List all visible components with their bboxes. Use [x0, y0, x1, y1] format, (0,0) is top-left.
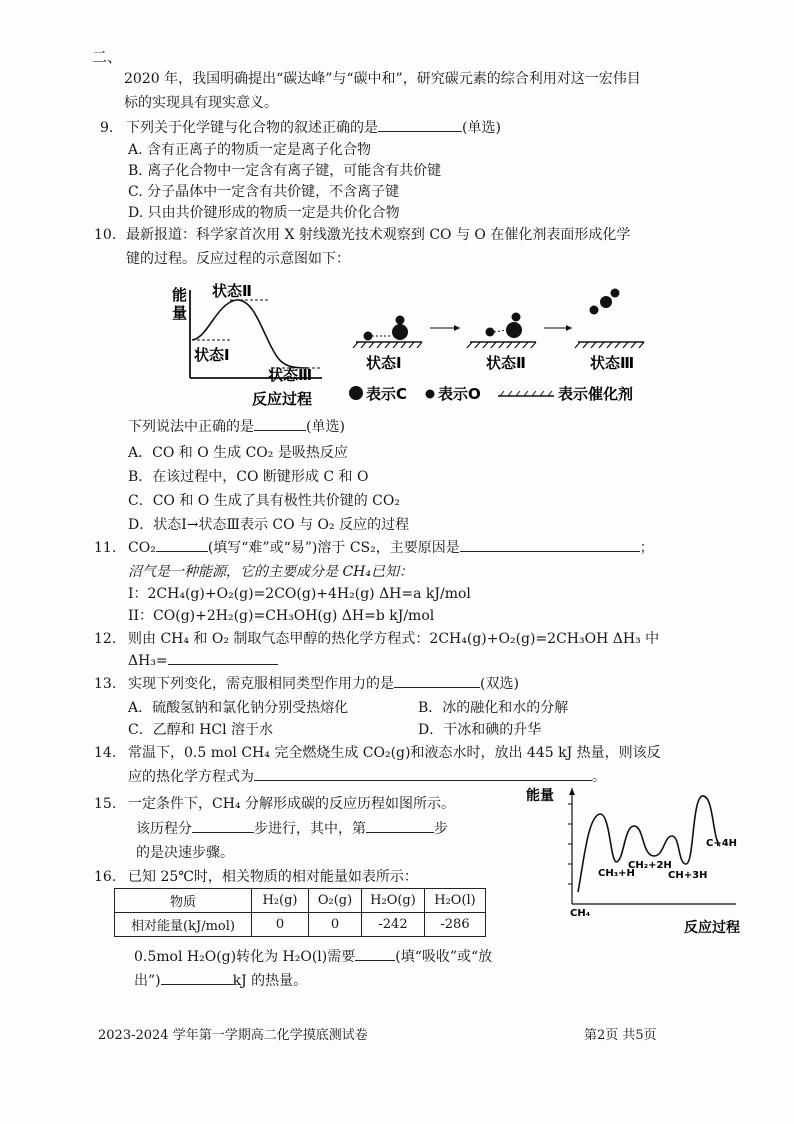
q9-option-c: C. 分子晶体中一定含有共价键，不含离子键	[128, 184, 400, 200]
intro-line-1: 2020 年，我国明确提出“碳达峰”与“碳中和”，研究碳元素的综合利用对这一宏伟目	[124, 71, 641, 87]
q16-line-2	[134, 970, 307, 990]
point-ch2: CH₂+2H	[628, 860, 672, 871]
question-number: 9.	[100, 120, 114, 136]
table-cell: 0	[309, 913, 362, 937]
question-text: 一定条件下，CH₄ 分解形成碳的反应历程如图所示。	[128, 796, 455, 812]
q15-text-b: 步进行，其中，第	[254, 821, 366, 837]
q13-option-c: C．乙醇和 HCl 溶于水	[128, 722, 274, 738]
q11-note: 沼气是一种能源，它的主要成分是 CH₄已知：	[128, 564, 413, 580]
q14-line2-text: 应的热化学方程式为	[128, 769, 254, 785]
question-tag: (单选)	[306, 419, 345, 435]
table-header: H₂O(l)	[425, 889, 486, 913]
q12-line-2	[128, 650, 278, 669]
reaction-state-diagram	[160, 280, 660, 410]
question-stem: 下列关于化学键与化合物的叙述正确的是	[126, 120, 378, 136]
point-ch: CH+3H	[668, 870, 708, 881]
reason-blank[interactable]	[460, 537, 640, 552]
q13-option-b: B．冰的融化和水的分解	[418, 700, 569, 716]
question-tag: (双选)	[480, 676, 519, 692]
state-2-label: 状态Ⅱ	[486, 354, 526, 372]
footer-title: 2023-2024 学年第一学期高二化学摸底测试卷	[98, 1028, 368, 1043]
question-number: 11.	[94, 540, 117, 556]
q11-end: ；	[639, 540, 654, 556]
answer-blank[interactable]	[168, 650, 278, 665]
point-ch4: CH₄	[570, 908, 591, 919]
answer-blank[interactable]	[156, 537, 208, 552]
q9-option-a: A. 含有正离子的物质一定是离子化合物	[128, 142, 372, 158]
q16-text-a: 0.5mol H₂O(g)转化为 H₂O(l)需要	[134, 949, 356, 965]
q13-option-a: A．硫酸氢钠和氯化钠分别受热熔化	[128, 700, 349, 716]
q9-option-d: D. 只由共价键形成的物质一定是共价化合物	[128, 205, 400, 221]
q16-text-b: (填“吸收”或“放	[395, 949, 493, 965]
q15-line-2	[136, 818, 448, 838]
table-header-row	[115, 889, 486, 913]
surface-state-1	[353, 316, 422, 373]
profile-state-2: 状态Ⅱ	[212, 282, 252, 300]
q13-option-d: D．干冰和碘的升华	[418, 722, 542, 738]
point-c: C+4H	[706, 838, 738, 849]
intro-line-2: 标的实现具有现实意义。	[124, 95, 278, 111]
answer-blank[interactable]	[394, 673, 480, 688]
profile-x-label: 反应过程	[252, 390, 313, 408]
table-row	[115, 913, 486, 937]
question-13	[94, 673, 519, 693]
table-header: H₂(g)	[252, 889, 309, 913]
question-text: 已知 25℃时，相关物质的相对能量如表所示：	[128, 869, 418, 885]
state-3-label: 状态Ⅲ	[590, 354, 635, 372]
table-header: 物质	[115, 889, 252, 913]
equation-2: II：CO(g)+2H₂(g)=CH₃OH(g) ΔH=b kJ/mol	[128, 608, 435, 624]
energy-table-wrapper	[114, 888, 486, 937]
question-15	[94, 793, 455, 813]
y-label-1: 能	[172, 286, 188, 304]
profile-state-1: 状态Ⅰ	[194, 346, 230, 364]
q9-option-b: B. 离子化合物中一定含有离子键，可能含有共价键	[128, 163, 442, 179]
table-header: O₂(g)	[309, 889, 362, 913]
question-tag: (单选)	[462, 120, 501, 136]
question-11	[94, 537, 654, 557]
question-16	[94, 866, 418, 886]
absorb-release-blank[interactable]	[355, 946, 395, 961]
step-number-blank[interactable]	[366, 818, 434, 833]
q10-option-d: D．状态Ⅰ→状态Ⅲ表示 CO 与 O₂ 反应的过程	[128, 517, 410, 533]
q15-line-3: 的是决速步骤。	[136, 845, 234, 861]
surface-state-3	[575, 289, 644, 373]
q16-text-d: kJ 的热量。	[232, 973, 308, 989]
energy-profile	[172, 282, 322, 408]
profile-state-3: 状态Ⅲ	[268, 366, 313, 384]
steps-blank[interactable]	[192, 818, 254, 833]
question-number: 10.	[94, 227, 117, 243]
surface-state-2	[467, 313, 536, 373]
q16-line-1	[134, 946, 492, 966]
ch4-decomposition-diagram	[524, 780, 746, 940]
q10-option-c: C．CO 和 O 生成了具有极性共价键的 CO₂	[128, 493, 400, 509]
state-1-label: 状态Ⅰ	[366, 354, 402, 372]
question-9	[100, 117, 501, 137]
page-number: 第2页 共5页	[584, 1028, 657, 1043]
table-cell: 0	[252, 913, 309, 937]
section-heading: 二、	[92, 48, 123, 66]
equation-1: I：2CH₄(g)+O₂(g)=2CO(g)+4H₂(g) ΔH=a kJ/mol	[128, 586, 471, 602]
question-stem: 实现下列变化，需克服相同类型作用力的是	[128, 676, 394, 692]
question-14	[94, 742, 661, 762]
q10-option-a: A．CO 和 O 生成 CO₂ 是吸热反应	[128, 445, 348, 461]
q11-mid: (填写“难”或“易”)溶于 CS₂，主要原因是	[207, 540, 460, 556]
legend-catalyst: 表示催化剂	[558, 385, 634, 403]
question-12	[94, 628, 659, 648]
table-row-label: 相对能量(kJ/mol)	[115, 913, 252, 937]
y-label-2: 量	[172, 304, 188, 322]
point-ch3: CH₃+H	[598, 868, 635, 879]
question-number: 16.	[94, 869, 117, 885]
answer-blank[interactable]	[378, 117, 462, 132]
q15-text-c: 步	[434, 821, 448, 837]
question-text: 下列说法中正确的是	[128, 419, 254, 435]
x-axis-label: 反应过程	[684, 920, 740, 936]
q16-text-c: 出”)	[134, 973, 161, 989]
question-number: 15.	[94, 796, 117, 812]
energy-table	[114, 888, 486, 937]
question-number: 13.	[94, 676, 117, 692]
table-cell: -286	[425, 913, 486, 937]
question-number: 14.	[94, 745, 117, 761]
question-text: 则由 CH₄ 和 O₂ 制取气态甲醇的热化学方程式：2CH₄(g)+O₂(g)=2CH₃OH ΔH₃ 中	[128, 631, 660, 647]
energy-blank[interactable]	[161, 970, 233, 985]
question-stem-1: 最新报道：科学家首次用 X 射线激光技术观察到 CO 与 O 在催化剂表面形成化学	[126, 227, 631, 243]
question-number: 12.	[94, 631, 117, 647]
dh3-label: ΔH₃=	[128, 653, 168, 669]
answer-blank[interactable]	[254, 766, 592, 781]
question-text: 常温下，0.5 mol CH₄ 完全燃烧生成 CO₂(g)和液态水时，放出 445 kJ 热量，则该反	[128, 745, 661, 761]
legend-c: 表示C	[366, 385, 408, 403]
y-axis-label: 能量	[526, 788, 554, 804]
answer-blank[interactable]	[254, 416, 306, 431]
q11-pre: CO₂	[128, 540, 156, 556]
figure-legend	[349, 385, 633, 403]
legend-o: 表示O	[438, 385, 481, 403]
question-stem-2: 键的过程。反应过程的示意图如下：	[126, 251, 350, 267]
question-10	[94, 224, 630, 244]
table-cell: -242	[362, 913, 425, 937]
q14-end: 。	[592, 769, 606, 785]
q10-option-b: B．在该过程中，CO 断键形成 C 和 O	[128, 469, 369, 485]
table-header: H₂O(g)	[362, 889, 425, 913]
q10-question	[128, 416, 345, 436]
q15-text-a: 该历程分	[136, 821, 192, 837]
